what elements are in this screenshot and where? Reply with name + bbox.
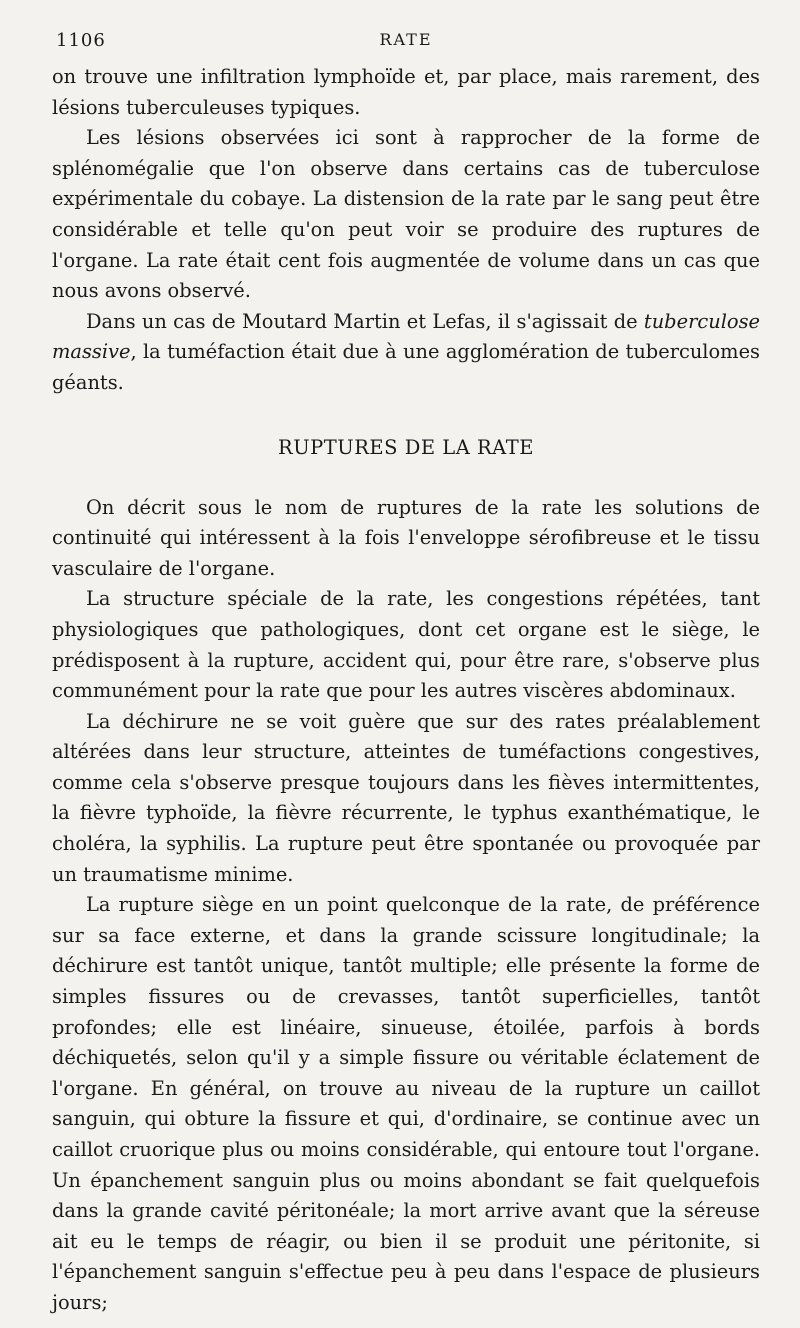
paragraph-7: La rupture siège en un point quelconque de la rate, de préférence sur sa face externe, et dans la grande scissure longitudinale; la déchirure est tantôt unique, tantôt multiple; elle présente la forme de simples fissures ou de crevasses, tantôt superficielles, tantôt profondes; elle est linéaire, sinueuse, étoilée, parfois à bords déchiquetés, selon qu'il y a simple fissure ou véritable éclatement de l'organe. En général, on trouve au niveau de la rupture un caillot sanguin, qui obture la fissure et qui, d'ordinaire, se continue avec un caillot cruorique plus ou moins considérable, qui entoure tout l'organe. Un épanchement sanguin plus ou moins abondant se fait quelquefois dans la grande cavité péritonéale; la mort arrive avant que la séreuse ait eu le temps de réagir, ou bien il se produit une péritonite, si l'épanchement sanguin s'effectue peu à peu dans l'espace de plusieurs jours; xyxy=(52,893,760,1314)
running-head xyxy=(52,28,760,62)
body-text xyxy=(52,62,760,1319)
paragraph-2: Les lésions observées ici sont à rapprocher de la forme de splénomégalie que l'on observe dans certains cas de tuberculose expérimentale du cobaye. La distension de la rate par le sang peut être considérable et telle qu'on peut voir se produire des ruptures de l'organe. La rate était cent fois augmentée de volume dans un cas que nous avons observé. xyxy=(52,126,760,303)
paragraph-3-end: , la tuméfaction était due à une agglomération de tuberculomes géants. xyxy=(52,340,760,394)
paragraph-3-start: Dans un cas de Moutard Martin et Lefas, il s'agissait de xyxy=(86,309,644,333)
paragraph-5: La structure spéciale de la rate, les congestions répétées, tant physiologiques que pathologiques, dont cet organe est le siège, le prédisposent à la rupture, accident qui, pour être rare, s'observe plus communément pour la rate que pour les autres viscères abdominaux. xyxy=(52,587,760,703)
paragraph-3 xyxy=(52,307,760,399)
paragraph-6: La déchirure ne se voit guère que sur des rates préalablement altérées dans leur structure, atteintes de tuméfactions congestives, comme cela s'observe presque toujours dans les fièves intermittentes, la fièvre typhoïde, la fièvre récurrente, le typhus exanthématique, le choléra, la syphilis. La rupture peut être spontanée ou provoquée par un traumatisme minime. xyxy=(52,709,760,886)
paragraph-1: on trouve une infiltration lymphoïde et, par place, mais rarement, des lésions tuberculeuses typiques. xyxy=(52,65,760,119)
paragraph-3-italic: tuberculose massive xyxy=(52,309,760,364)
page-number: 1106 xyxy=(56,30,106,51)
running-title: RATE xyxy=(379,30,433,49)
paragraph-4: On décrit sous le nom de ruptures de la rate les solutions de continuité qui intéressent à la fois l'enveloppe sérofibreuse et le tissu vasculaire de l'organe. xyxy=(52,495,760,580)
section-heading: RUPTURES DE LA RATE xyxy=(278,435,534,459)
